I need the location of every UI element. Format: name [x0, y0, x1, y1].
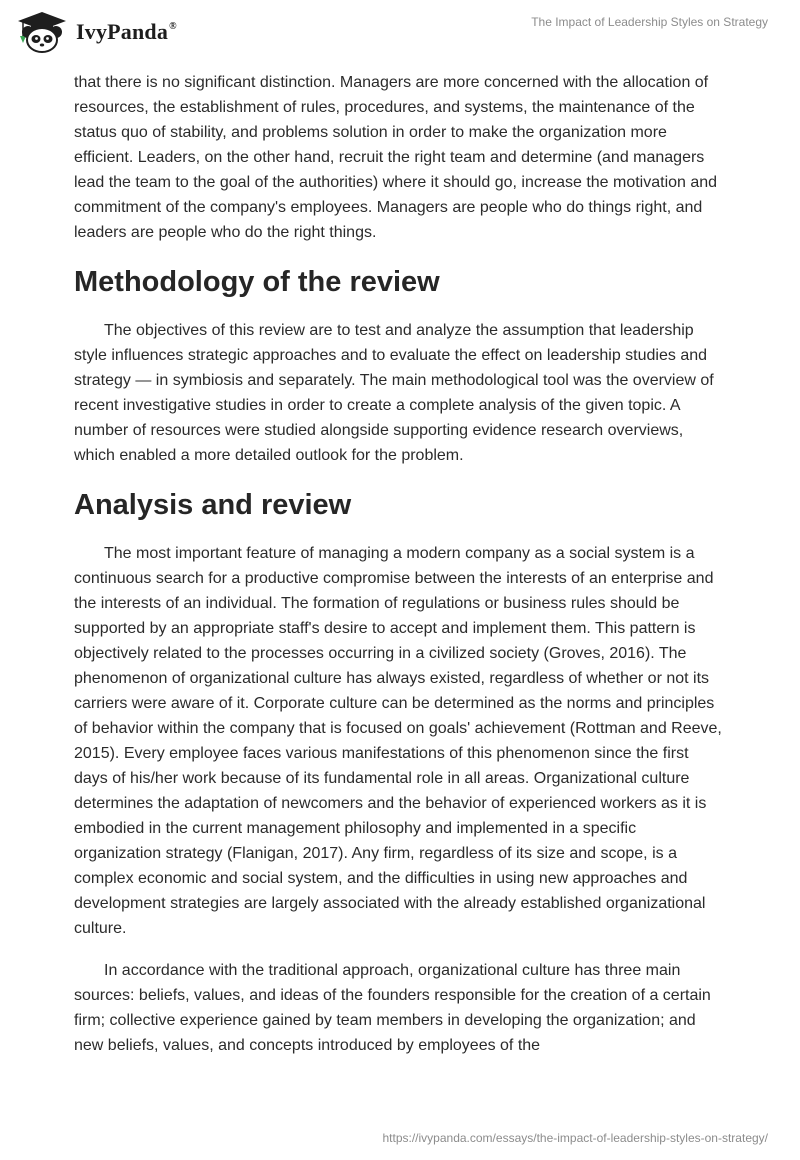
panda-graduate-icon: [14, 10, 70, 54]
trademark-symbol: ®: [169, 21, 177, 32]
essay-body: [74, 70, 726, 1058]
paragraph-sources: In accordance with the traditional approach, organizational culture has three main sources: beliefs, values, and ideas of the founders responsible for the creation of a certain firm; collective experience gained by team members in developing the organization; and new beliefs, values, and concepts introduced by employees of the: [74, 962, 711, 1054]
paragraph-intro: that there is no significant distinction. Managers are more concerned with the allocation of resources, the establishment of rules, procedures, and systems, the maintenance of the status quo of stability, and problems solution in order to make the organization more efficient. Leaders, on the other hand, recruit the right team and determine (and managers lead the team to the goal of the authorities) where it should go, increase the motivation and commitment of the company's employees. Managers are people who do things right, and leaders are people who do the right things.: [74, 74, 718, 241]
ivypanda-logo[interactable]: [14, 10, 177, 54]
page-header: [0, 0, 800, 70]
heading-analysis: Analysis and review: [74, 489, 352, 521]
footer-url[interactable]: https://ivypanda.com/essays/the-impact-of-leadership-styles-on-strategy/: [382, 1131, 768, 1145]
heading-methodology: Methodology of the review: [74, 266, 440, 298]
brand-text: IvyPanda: [76, 19, 169, 44]
brand-name: [76, 19, 177, 45]
document-title: The Impact of Leadership Styles on Strategy: [531, 15, 768, 29]
paragraph-analysis: The most important feature of managing a modern company as a social system is a continuous search for a productive compromise between the interests of an enterprise and the interests of an individual. The formation of regulations or business rules should be supported by an appropriate staff's desire to accept and implement them. This pattern is objectively related to the processes occurring in a civilized society (Groves, 2016). The phenomenon of organizational culture has always existed, regardless of whether or not its carriers were aware of it. Corporate culture can be determined as the norms and principles of behavior within the company that is focused on goals' achievement (Rottman and Reeve, 2015). Every employee faces various manifestations of this phenomenon since the first days of his/her work because of its fundamental role in all areas. Organizational culture determines the adaptation of newcomers and the behavior of experienced workers as it is embodied in the current management philosophy and implemented in a specific organization strategy (Flanigan, 2017). Any firm, regardless of its size and scope, is a complex economic and social system, and the difficulties in using new approaches and development strategies are largely associated with the already established organizational culture.: [74, 545, 722, 937]
paragraph-methodology: The objectives of this review are to test and analyze the assumption that leadership style influences strategic approaches and to evaluate the effect on leadership studies and strategy — in symbiosis and separately. The main methodological tool was the overview of recent investigative studies in order to create a complete analysis of the given topic. A number of resources were studied alongside supporting evidence research overviews, which enabled a more detailed outlook for the problem.: [74, 322, 714, 464]
